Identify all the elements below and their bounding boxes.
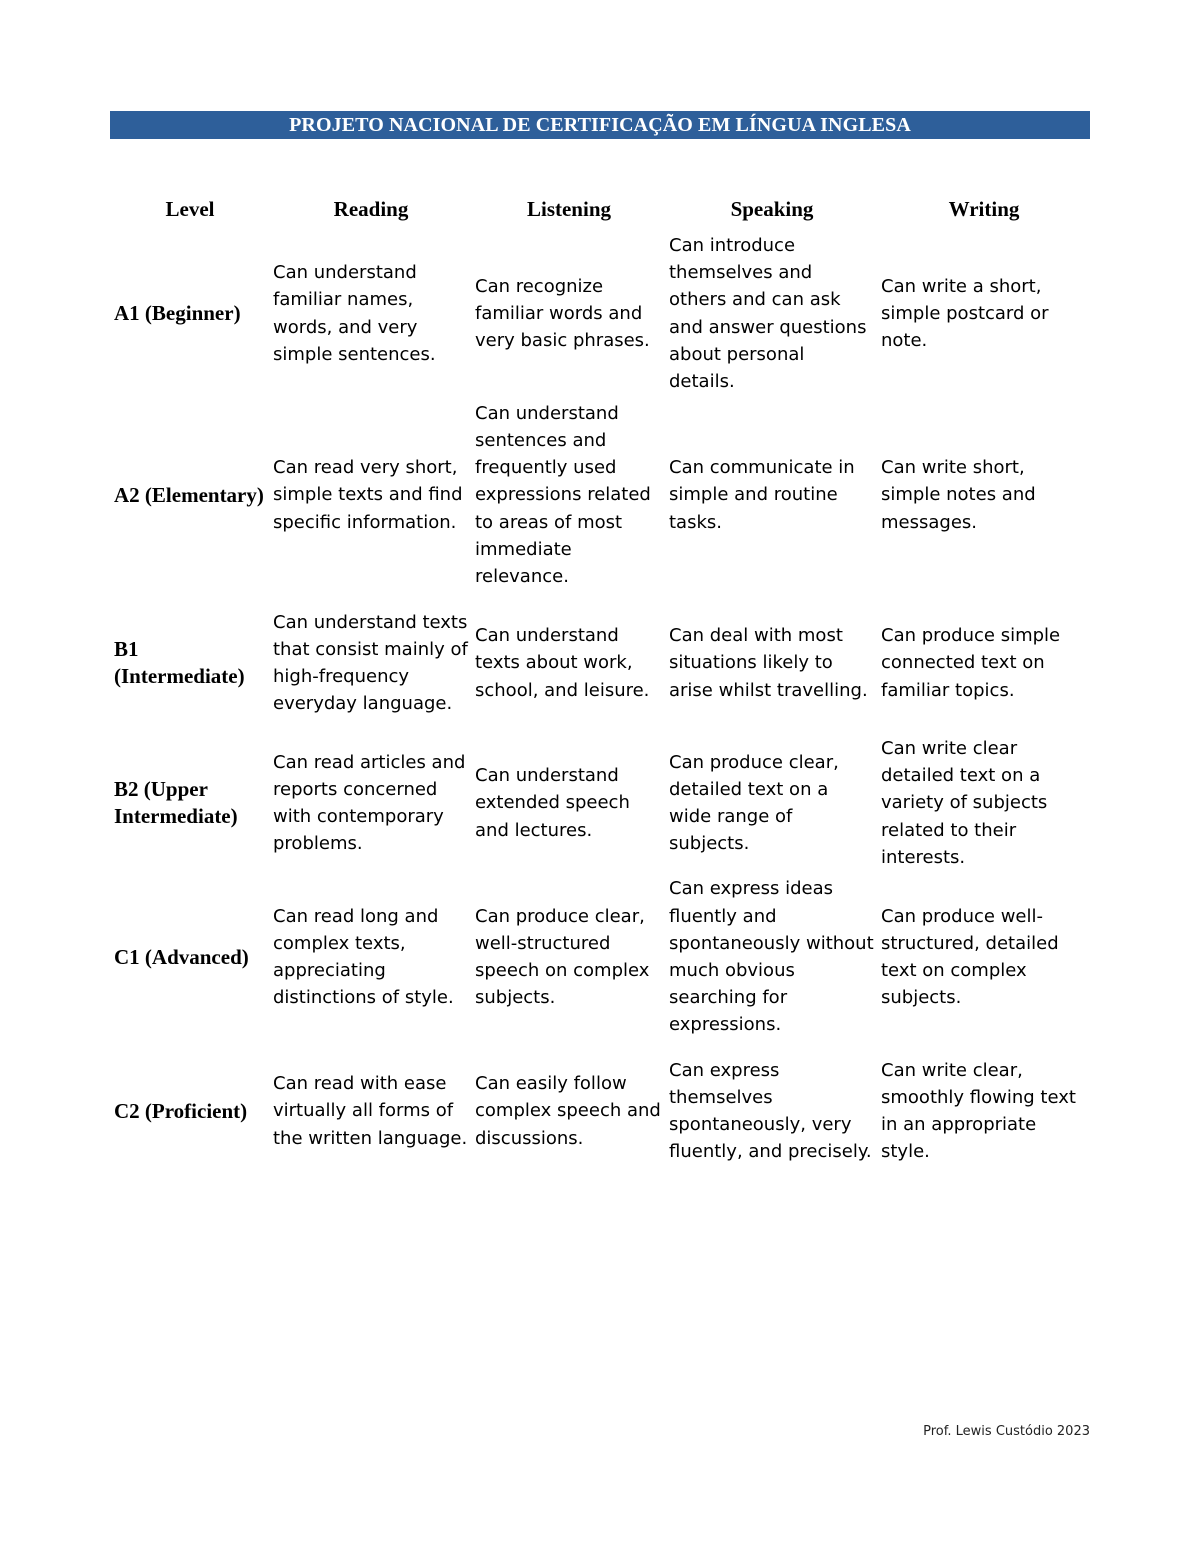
table-row-a1	[110, 230, 1090, 397]
writing-cell: Can write clear detailed text on a variety of subjects related to their interests.	[881, 737, 1048, 868]
speaking-cell: Can introduce themselves and others and can ask and answer questions about personal details.	[669, 234, 867, 392]
writing-cell: Can write clear, smoothly flowing text in an appropriate style.	[881, 1059, 1076, 1163]
speaking-cell: Can deal with most situations likely to arise whilst travelling.	[669, 625, 868, 701]
level-cell: C2 (Proficient)	[114, 1098, 248, 1123]
reading-cell: Can read long and complex texts, appreciating distinctions of style.	[273, 905, 454, 1009]
listening-cell: Can recognize familiar words and very basic phrases.	[475, 275, 650, 352]
writing-cell: Can write a short, simple postcard or note.	[881, 275, 1049, 352]
reading-cell: Can understand texts that consist mainly of high-frequency everyday language.	[273, 611, 468, 715]
reading-cell: Can understand familiar names, words, and very simple sentences.	[273, 262, 436, 365]
writing-cell: Can write short, simple notes and messages.	[881, 457, 1036, 533]
speaking-cell: Can express ideas fluently and spontaneously without much obvious searching for expressions.	[669, 878, 874, 1036]
table-row-b2	[110, 733, 1090, 873]
writing-cell: Can produce well-structured, detailed text on complex subjects.	[881, 905, 1059, 1009]
reading-cell: Can read very short, simple texts and find specific information.	[273, 457, 463, 533]
listening-cell: Can understand extended speech and lectures.	[475, 765, 630, 841]
reading-cell: Can read articles and reports concerned with contemporary problems.	[273, 751, 466, 855]
cefr-levels-table	[110, 188, 1090, 1181]
document-title-banner: PROJETO NACIONAL DE CERTIFICAÇÃO EM LÍNGUA INGLESA	[110, 111, 1090, 139]
speaking-cell: Can communicate in simple and routine tasks.	[669, 457, 855, 533]
header-reading: Reading	[333, 196, 409, 221]
listening-cell: Can understand sentences and frequently used expressions related to areas of most immediate relevance.	[475, 402, 651, 587]
listening-cell: Can easily follow complex speech and discussions.	[475, 1073, 661, 1149]
level-cell: B2 (Upper Intermediate)	[114, 777, 238, 828]
writing-cell: Can produce simple connected text on familiar topics.	[881, 625, 1061, 701]
table-header-row	[110, 188, 1090, 230]
speaking-cell: Can express themselves spontaneously, very fluently, and precisely.	[669, 1059, 872, 1163]
header-listening: Listening	[526, 196, 612, 221]
speaking-cell: Can produce clear, detailed text on a wide range of subjects.	[669, 751, 839, 855]
table-row-b1	[110, 593, 1090, 733]
table-row-a2	[110, 397, 1090, 593]
header-level: Level	[165, 196, 215, 221]
level-cell: A1 (Beginner)	[114, 301, 241, 325]
level-cell: B1 (Intermediate)	[114, 637, 245, 688]
level-cell: C1 (Advanced)	[114, 944, 249, 969]
table-row-c1	[110, 873, 1090, 1041]
header-speaking: Speaking	[730, 196, 814, 221]
table-row-c2	[110, 1041, 1090, 1181]
reading-cell: Can read with ease virtually all forms of the written language.	[273, 1073, 468, 1149]
level-cell: A2 (Elementary)	[114, 482, 264, 507]
header-writing: Writing	[948, 196, 1020, 221]
listening-cell: Can understand texts about work, school, and leisure.	[475, 625, 650, 701]
listening-cell: Can produce clear, well-structured speech on complex subjects.	[475, 905, 650, 1009]
footer-credit: Prof. Lewis Custódio 2023	[923, 1424, 1090, 1439]
